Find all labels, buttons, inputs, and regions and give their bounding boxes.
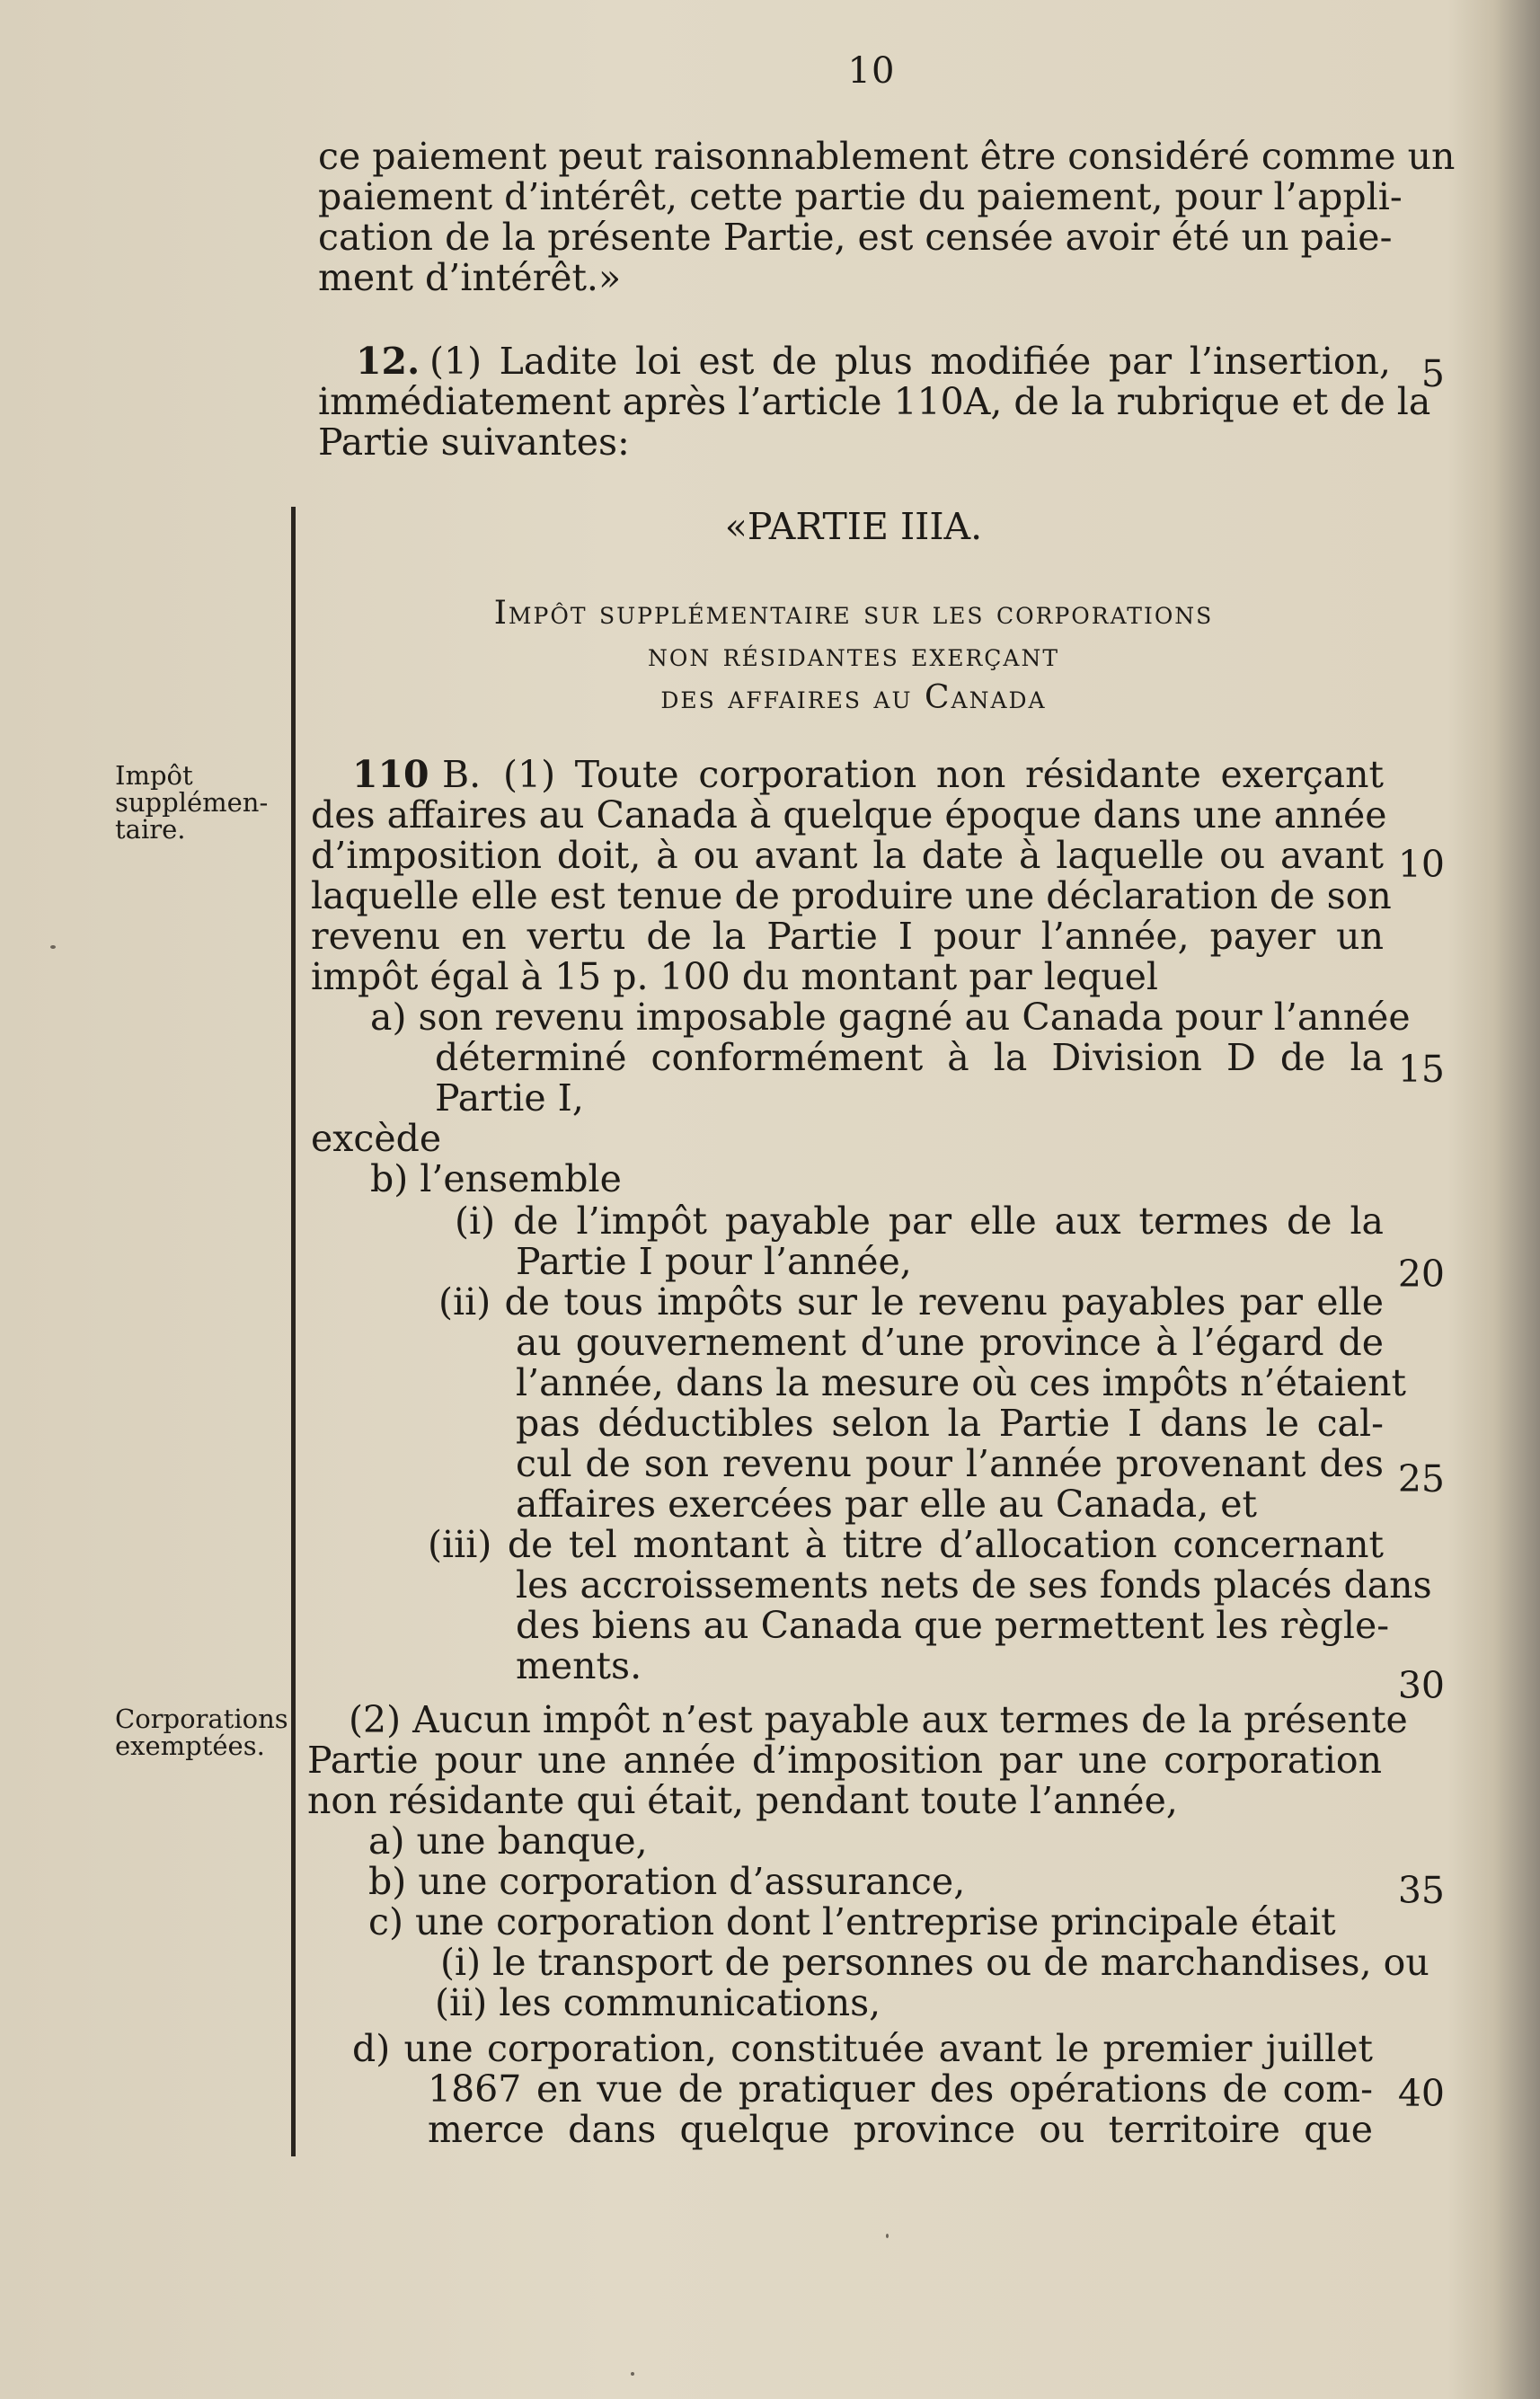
text-line: (2) Aucun impôt n’est payable aux termes de la présente [349,1698,1408,1741]
text-line: a) son revenu imposable gagné au Canada pour l’année [370,996,1411,1039]
text-line: ce paiement peut raisonnablement être considéré comme un [318,135,1456,178]
text-line: immédiatement après l’article 110A, de la rubrique et de la [318,380,1431,423]
section-letter: B. [442,753,482,796]
text-line: affaires exercées par elle au Canada, et [516,1483,1258,1526]
text-line: ments. [516,1644,642,1687]
text-line: cul de son revenu pour l’année provenant des [516,1442,1384,1485]
text-line: excède [311,1117,442,1160]
section-number: 12. [356,340,420,383]
text-line: Partie I, [435,1076,584,1120]
part-title-line: Impôt supplémentaire sur les corporations [493,595,1214,632]
line-number: 5 [1421,352,1445,395]
margin-note: exemptées. [115,1731,265,1761]
text-line: les accroissements nets de ses fonds placés dans [516,1563,1432,1607]
text-line: d) une corporation, constituée avant le premier juillet [352,2027,1373,2070]
line-number: 25 [1397,1457,1445,1500]
part-heading: «PARTIE IIIA. [724,505,983,548]
text-line: revenu en vertu de la Partie I pour l’année, payer un [311,915,1384,958]
line-number: 40 [1397,2072,1445,2115]
line-number: 35 [1397,1869,1445,1912]
margin-note: Corporations [115,1704,288,1734]
line-number: 30 [1397,1664,1445,1707]
text-line: des biens au Canada que permettent les règle- [516,1604,1390,1647]
text-line: b) une corporation d’assurance, [368,1860,966,1903]
paper-speck [631,2372,634,2376]
text-line: 1867 en vue de pratiquer des opérations de com- [428,2067,1373,2111]
margin-note: supplémen- [115,787,269,818]
text-line: (iii) de tel montant à titre d’allocation concernant [428,1523,1384,1566]
text-line: (ii) les communications, [435,1981,881,2024]
paper-speck [50,945,56,949]
text-line: (1) Ladite loi est de plus modifiée par l’insertion, [429,340,1391,383]
text-line: (1) Toute corporation non résidante exerçant [503,753,1384,796]
text-line: Partie suivantes: [318,420,630,464]
text-line: Partie I pour l’année, [516,1240,912,1283]
margin-note: Impôt [115,760,193,791]
text-line: (ii) de tous impôts sur le revenu payables par elle [438,1280,1384,1323]
text-line: d’imposition doit, à ou avant la date à laquelle ou avant [311,834,1384,877]
text-line: (i) le transport de personnes ou de marchandises, ou [440,1941,1429,1984]
text-line: pas déductibles selon la Partie I dans le cal- [516,1402,1384,1445]
text-line: paiement d’intérêt, cette partie du paiement, pour l’appli- [318,175,1403,218]
text-line: déterminé conformément à la Division D de la [435,1036,1384,1079]
text-line: au gouvernement d’une province à l’égard de [516,1321,1384,1364]
paper-speck [886,2234,889,2238]
text-line: cation de la présente Partie, est censée avoir été un paie- [318,216,1393,259]
text-line: merce dans quelque province ou territoire que [428,2108,1373,2151]
line-number: 15 [1397,1048,1445,1091]
line-number: 20 [1397,1253,1445,1296]
text-line: a) une banque, [368,1819,648,1863]
text-line: impôt égal à 15 p. 100 du montant par lequel [311,955,1159,998]
text-line: (i) de l’impôt payable par elle aux termes de la [455,1200,1384,1243]
insertion-rule [291,507,296,2156]
text-line: laquelle elle est tenue de produire une déclaration de son [311,874,1392,917]
section-number: 110 [352,753,429,796]
text-line: non résidante qui était, pendant toute l’année, [307,1779,1178,1822]
part-title-line: non résidantes exerçant [647,637,1060,674]
text-line: l’année, dans la mesure où ces impôts n’étaient [516,1361,1407,1404]
text-line: b) l’ensemble [370,1157,622,1200]
page-number: 10 [847,50,896,92]
text-line: des affaires au Canada à quelque époque dans une année [311,793,1387,837]
margin-note: taire. [115,814,186,845]
text-line: c) une corporation dont l’entreprise principale était [368,1900,1336,1943]
part-title-line: des affaires au Canada [660,679,1047,716]
text-line: Partie pour une année d’imposition par une corporation [307,1739,1382,1782]
text-line: ment d’intérêt.» [318,256,622,299]
line-number: 10 [1397,843,1445,886]
